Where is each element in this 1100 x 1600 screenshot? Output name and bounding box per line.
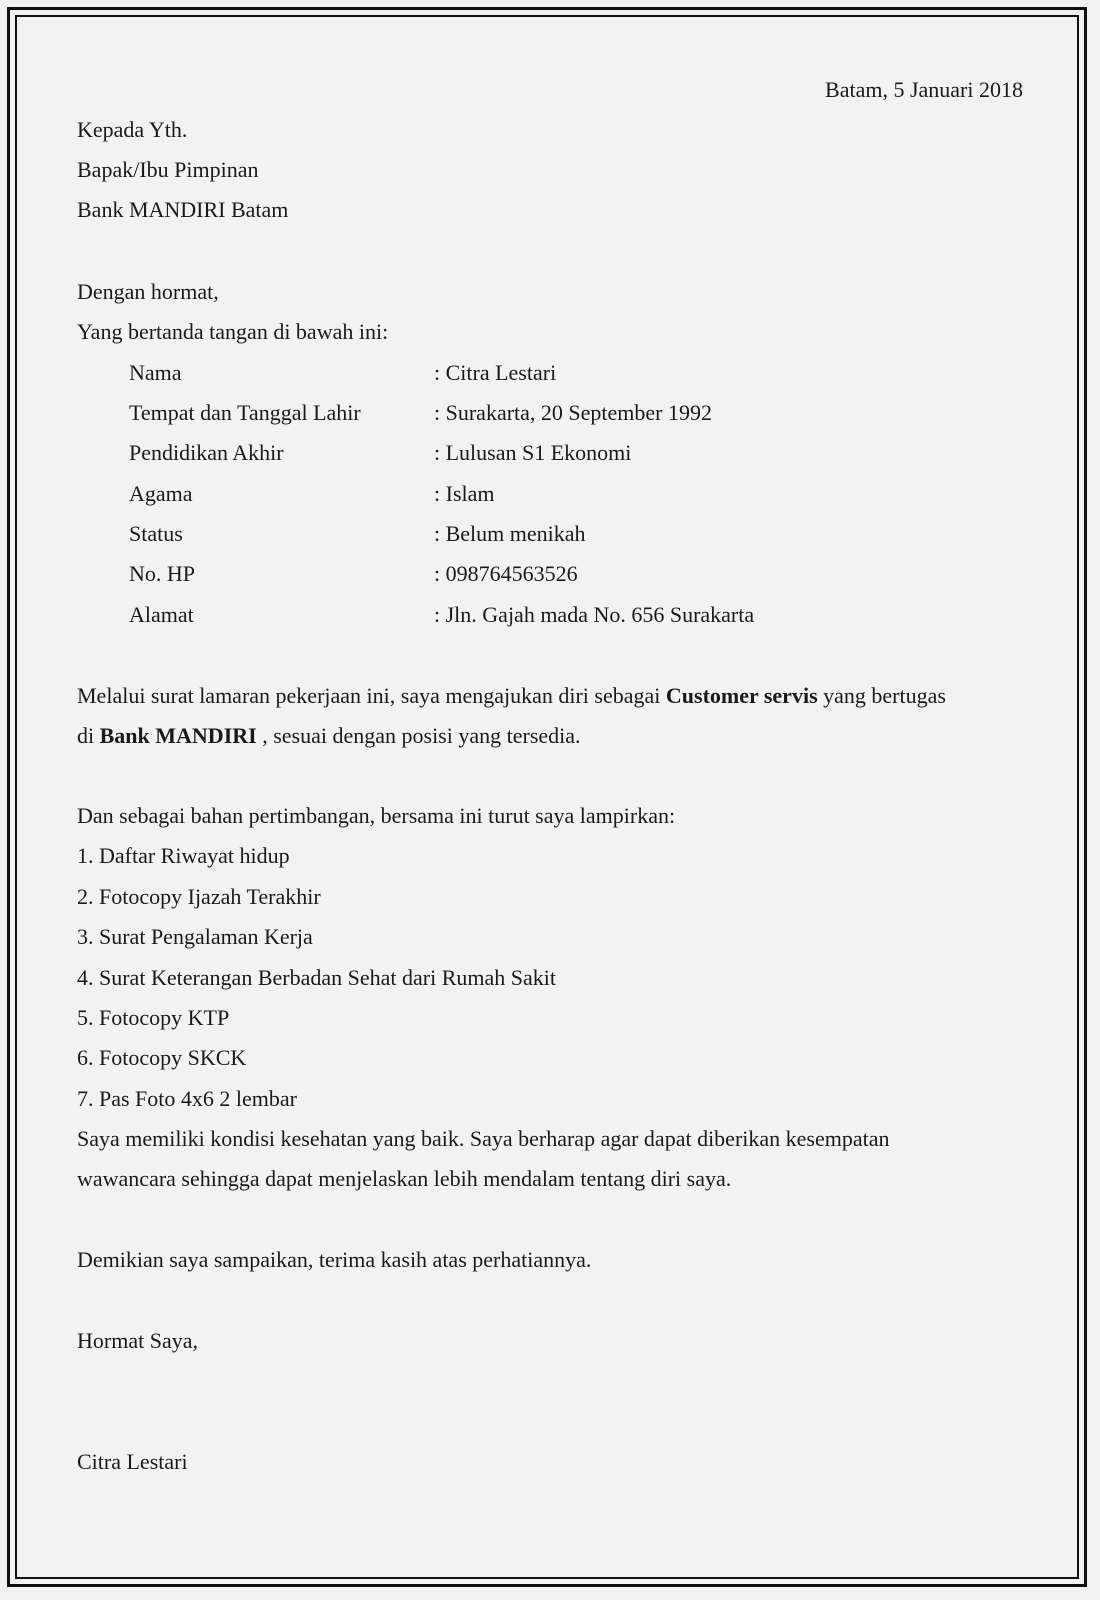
field-value-pendidikan: : Lulusan S1 Ekonomi xyxy=(434,440,632,465)
company-name: Bank MANDIRI xyxy=(99,723,257,748)
field-label-pendidikan: Pendidikan Akhir xyxy=(129,440,284,465)
field-value-nama: : Citra Lestari xyxy=(434,360,557,385)
application-text-1b: yang bertugas xyxy=(817,683,946,708)
signature-name: Citra Lestari xyxy=(77,1449,188,1474)
salutation: Dengan hormat, xyxy=(77,279,219,304)
health-line-2: wawancara sehingga dapat menjelaskan lebih mendalam tentang diri saya. xyxy=(77,1166,732,1191)
application-text-1a: Melalui surat lamaran pekerjaan ini, saya mengajukan diri sebagai xyxy=(77,683,666,708)
application-line-1 xyxy=(77,683,946,709)
attachment-item: 4. Surat Keterangan Berbadan Sehat dari Rumah Sakit xyxy=(77,965,556,990)
field-label-nama: Nama xyxy=(129,360,182,385)
field-value-agama: : Islam xyxy=(434,481,495,506)
field-label-alamat: Alamat xyxy=(129,602,194,627)
attachment-item: 2. Fotocopy Ijazah Terakhir xyxy=(77,884,321,909)
recipient-line-3: Bank MANDIRI Batam xyxy=(77,197,289,222)
field-value-ttl: : Surakarta, 20 September 1992 xyxy=(434,400,712,425)
application-line-2 xyxy=(77,723,581,749)
field-label-hp: No. HP xyxy=(129,561,196,586)
recipient-line-2: Bapak/Ibu Pimpinan xyxy=(77,157,259,182)
position-title: Customer servis xyxy=(665,683,818,708)
attachment-item: 7. Pas Foto 4x6 2 lembar xyxy=(77,1086,297,1111)
field-label-status: Status xyxy=(129,521,183,546)
field-value-hp: : 098764563526 xyxy=(434,561,578,586)
application-text-2a: di xyxy=(77,723,100,748)
field-label-agama: Agama xyxy=(129,481,193,506)
health-line-1: Saya memiliki kondisi kesehatan yang baik. Saya berharap agar dapat diberikan kesempatan xyxy=(77,1126,890,1151)
attachments-intro: Dan sebagai bahan pertimbangan, bersama ini turut saya lampirkan: xyxy=(77,803,676,828)
closing-text: Demikian saya sampaikan, terima kasih atas perhatiannya. xyxy=(77,1247,592,1272)
field-value-status: : Belum menikah xyxy=(434,521,586,546)
application-text-2b: , sesuai dengan posisi yang tersedia. xyxy=(256,723,581,748)
field-label-ttl: Tempat dan Tanggal Lahir xyxy=(129,400,361,425)
field-value-alamat: : Jln. Gajah mada No. 656 Surakarta xyxy=(434,602,755,627)
attachment-item: 6. Fotocopy SKCK xyxy=(77,1045,247,1070)
intro-text: Yang bertanda tangan di bawah ini: xyxy=(77,319,389,344)
letter-date: Batam, 5 Januari 2018 xyxy=(825,77,1023,102)
recipient-line-1: Kepada Yth. xyxy=(77,117,188,142)
attachment-item: 5. Fotocopy KTP xyxy=(77,1005,230,1030)
attachment-item: 1. Daftar Riwayat hidup xyxy=(77,843,290,868)
attachment-item: 3. Surat Pengalaman Kerja xyxy=(77,924,313,949)
regards-text: Hormat Saya, xyxy=(77,1328,198,1353)
